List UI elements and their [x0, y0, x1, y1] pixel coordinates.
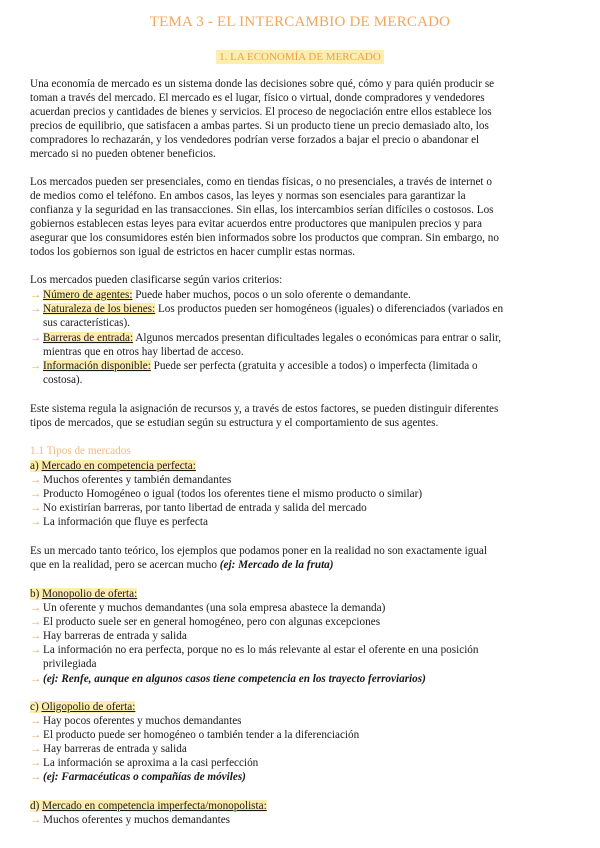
criteria-cont [30, 345, 571, 359]
bullet-item [30, 813, 571, 827]
arrow-icon: → [30, 814, 42, 826]
bullet-text: Hay barreras de entrada y salida [43, 743, 187, 755]
types-heading: 1.1 Tipos de mercados [30, 445, 131, 457]
bullet-item [30, 672, 571, 686]
criteria-text: Los productos pueden ser homogéneos (iguales) o diferenciados (variados en [155, 303, 504, 315]
bullet-cont [30, 657, 571, 671]
criteria-term: Naturaleza de los bienes: [43, 303, 156, 315]
arrow-icon: → [30, 289, 42, 301]
bullet-item [30, 487, 571, 501]
bullet-text: Hay pocos oferentes y muchos demandantes [43, 715, 242, 727]
bullet-item [30, 770, 571, 784]
arrow-icon: → [30, 757, 42, 769]
market-name: Mercado en competencia perfecta: [41, 460, 196, 472]
paragraph-1-line: mercado si no pueden obtener beneficios. [30, 148, 216, 160]
arrow-icon: → [30, 630, 42, 642]
market-b-heading [30, 587, 571, 601]
arrow-icon: → [30, 303, 42, 315]
bullet-text: La información que fluye es perfecta [43, 516, 208, 528]
subtitle-wrap [0, 47, 600, 65]
arrow-icon: → [30, 360, 42, 372]
arrow-icon: → [30, 673, 42, 685]
document-title: TEMA 3 - EL INTERCAMBIO DE MERCADO [149, 14, 451, 30]
market-c-heading [30, 700, 571, 714]
arrow-icon: → [30, 474, 42, 486]
market-a-heading [30, 459, 571, 473]
arrow-icon: → [30, 771, 42, 783]
criteria-item [30, 302, 571, 316]
market-name: Oligopolio de oferta: [41, 701, 136, 713]
criteria-text-cont: sus características). [43, 317, 130, 329]
paragraph-4-line: tipos de mercados, que se estudian según su estructura y el comportamiento de sus agentes. [30, 417, 439, 429]
arrow-icon: → [30, 715, 42, 727]
bullet-text: Hay barreras de entrada y salida [43, 630, 187, 642]
paragraph-2-line: asegurar que los consumidores estén bien informados sobre los productos que compran. Sin embargo, no [30, 232, 499, 244]
market-letter: b) [30, 588, 43, 600]
paragraph-1-line: compradores lo rechazarán, y los vendedores podrían verse forzados a bajar el precio o abandonar el [30, 134, 480, 146]
criteria-text: Puede ser perfecta (gratuita y accesible a todos) o imperfecta (limitada o [150, 360, 478, 372]
criteria-cont [30, 316, 571, 330]
bullet-text: Un oferente y muchos demandantes (una sola empresa abastece la demanda) [43, 602, 386, 614]
bullet-text: El producto suele ser en general homogéneo, pero con algunas excepciones [43, 616, 381, 628]
arrow-icon: → [30, 332, 42, 344]
bullet-text-cont: privilegiada [43, 658, 97, 670]
note-text: que en la realidad, pero se acercan mucho [30, 559, 220, 571]
bullet-text: La información se aproxima a la casi perfección [43, 757, 259, 769]
bullet-item [30, 501, 571, 515]
paragraph-2-line: Los mercados pueden ser presenciales, como en tiendas físicas, o no presenciales, a través de internet o [30, 176, 492, 188]
criteria-text-cont: mientras que en otros hay libertad de acceso. [43, 346, 244, 358]
bullet-text: No existirían barreras, por tanto libertad de entrada y salida del mercado [43, 502, 367, 514]
bullet-item [30, 601, 571, 615]
criteria-intro: Los mercados pueden clasificarse según varios criterios: [30, 274, 283, 286]
criteria-item [30, 359, 571, 373]
market-letter: c) [30, 701, 42, 713]
example-text: (ej: Mercado de la fruta) [219, 559, 334, 571]
bullet-item [30, 728, 571, 742]
bullet-text: El producto puede ser homogéneo o también tender a la diferenciación [43, 729, 360, 741]
bullet-item [30, 742, 571, 756]
arrow-icon: → [30, 729, 42, 741]
section-subtitle: 1. LA ECONOMÍA DE MERCADO [216, 50, 384, 64]
bullet-text: Producto Homogéneo o igual (todos los oferentes tiene el mismo producto o similar) [43, 488, 423, 500]
paragraph-1-line: toman a través del mercado. El mercado es el lugar, físico o virtual, donde compradores y vendedores [30, 92, 485, 104]
bullet-item [30, 629, 571, 643]
bullet-text: Muchos oferentes y también demandantes [43, 474, 232, 486]
example-text: (ej: Renfe, aunque en algunos casos tiene competencia en los trayecto ferroviarios) [43, 673, 426, 685]
criteria-item [30, 331, 571, 345]
criteria-term: Información disponible: [43, 360, 151, 372]
bullet-text: Muchos oferentes y muchos demandantes [43, 814, 231, 826]
paragraph-2-line: todos los gobiernos son igual de estrictos en hacer cumplir estas normas. [30, 246, 355, 258]
paragraph-2-line: de medios como el teléfono. En ambos casos, las leyes y normas son esenciales para garantizar la [30, 190, 466, 202]
arrow-icon: → [30, 616, 42, 628]
bullet-item [30, 714, 571, 728]
paragraph-2-line: confianza y la seguridad en las transacciones. Sin ellas, los intercambios serían difíciles o costosos. Los [30, 204, 494, 216]
bullet-text: La información no era perfecta, porque no es lo más relevante al estar el oferente en una posición [43, 644, 479, 656]
market-a-note [30, 558, 571, 572]
paragraph-1-line: Una economía de mercado es un sistema donde las decisiones sobre qué, cómo y para quién producir se [30, 78, 495, 90]
criteria-item [30, 288, 571, 302]
arrow-icon: → [30, 516, 42, 528]
bullet-item [30, 756, 571, 770]
criteria-term: Número de agentes: [43, 289, 133, 301]
criteria-term: Barreras de entrada: [43, 332, 134, 344]
criteria-cont [30, 373, 571, 387]
arrow-icon: → [30, 488, 42, 500]
arrow-icon: → [30, 644, 42, 656]
bullet-item [30, 615, 571, 629]
market-name: Monopolio de oferta: [42, 588, 138, 600]
arrow-icon: → [30, 602, 42, 614]
paragraph-2-line: gobiernos establecen estas leyes para evitar acuerdos entre productores que manipulen precios y para [30, 218, 482, 230]
criteria-text-cont: costosa). [43, 374, 83, 386]
market-name: Mercado en competencia imperfecta/monopolista: [42, 800, 267, 812]
paragraph-1-line: precios de equilibrio, que satisfacen a ambas partes. Si un producto tiene un precio demasiado alto, los [30, 120, 489, 132]
criteria-text: Puede haber muchos, pocos o un solo oferente o demandante. [132, 289, 411, 301]
market-a-note: Es un mercado tanto teórico, los ejemplos que podamos poner en la realidad no son exactamente igual [30, 545, 487, 557]
example-text: (ej: Farmacéuticas o compañías de móviles) [43, 771, 246, 783]
arrow-icon: → [30, 502, 42, 514]
bullet-item [30, 515, 571, 529]
bullet-item [30, 473, 571, 487]
market-letter: d) [30, 800, 43, 812]
paragraph-1-line: acuerdan precios y cantidades de bienes y servicios. El proceso de negociación entre ellos establece los [30, 106, 492, 118]
bullet-item [30, 643, 571, 657]
criteria-text: Algunos mercados presentan dificultades legales o económicas para entrar o salir, [133, 332, 502, 344]
market-letter: a) [30, 460, 42, 472]
arrow-icon: → [30, 743, 42, 755]
paragraph-4-line: Este sistema regula la asignación de recursos y, a través de estos factores, se pueden distinguir diferentes [30, 403, 499, 415]
market-d-heading [30, 799, 571, 813]
